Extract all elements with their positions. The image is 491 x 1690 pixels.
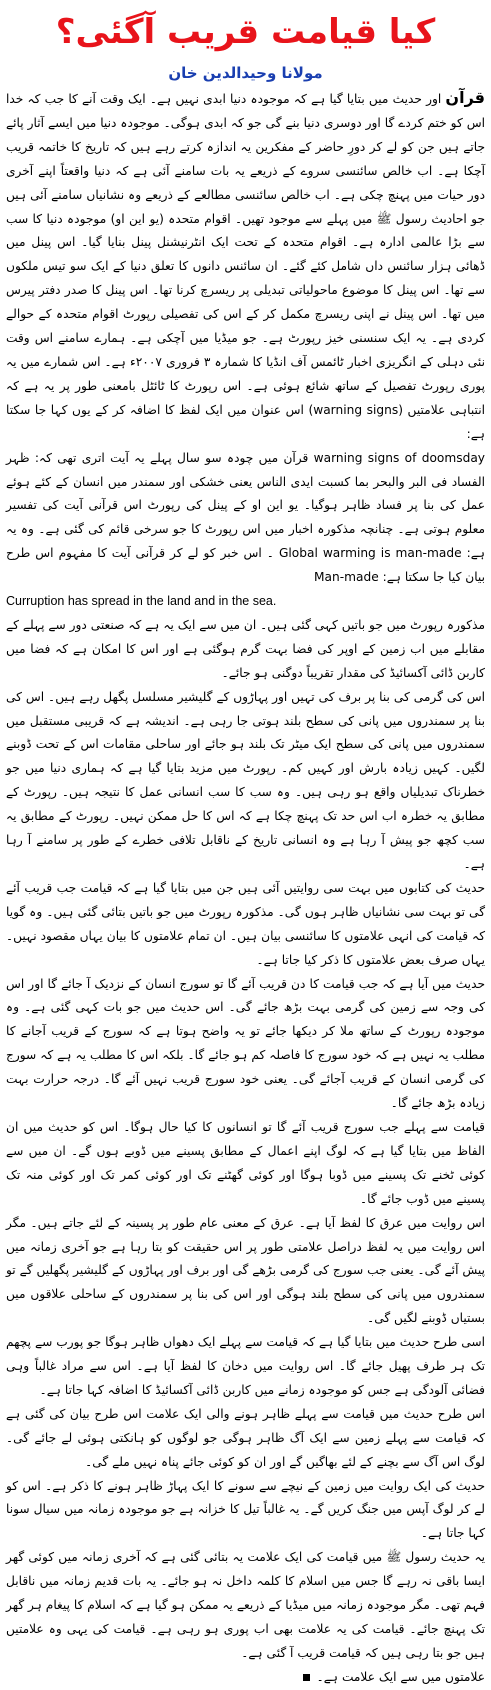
paragraph: اسی طرح حدیث میں بتایا گیا ہے کہ قیامت سے پہلے ایک دھواں ظاہر ہوگا جو پورب سے پچھم تک ہر طرف پھیل جائے گا۔ اس روایت میں دخان کا لفظ آیا ہے۔ اس سے مراد غالباً وہی فضائی آلودگی ہے جس کو موجودہ زمانے میں کاربن ڈائی آکسائیڈ کا اضافہ کہا جاتا ہے۔ [6, 1335, 485, 1397]
article-title: کیا قیامت قریب آگئی؟ [55, 12, 436, 52]
end-mark-icon [303, 1674, 310, 1681]
paragraph: مذکورہ رپورٹ میں جو باتیں کہی گئی ہیں۔ ان میں سے ایک یہ ہے کہ صنعتی دور سے پہلے کے مقابلے میں اب زمین کے اوپر کی فضا بہت گرم ہوگئی ہے اور اس کا امکان ہے کہ فضا میں کاربن ڈائی آکسائیڈ کی مقدار تقریباً دوگنی ہو جائے۔ [6, 617, 485, 680]
author-name: مولانا وحیدالدین خان [168, 64, 323, 82]
paragraph: warning signs of doomsday قرآن میں چودہ سو سال پہلے یہ آیت اتری تھی کہ: ظہر الفساد فی البر والبحر بما کسبت ایدی الناس یعنی خشکی اور سمندر میں انسان کے کئے ہوئے عمل کی بنا پر فساد ظاہر ہوگیا۔ یو این او کے پینل کی رپورٹ اس قرآنی آیت کی تفسیر معلوم ہوتی ہے۔ چنانچہ مذکورہ اخبار میں اس رپورٹ کا جو سرخی قائم کی گئی ہے۔ وہ یہ ہے: Global warming is man-made ۔ اس خبر کو لے کر قرآنی آیت کا مفہوم اس طرح بیان کیا جا سکتا ہے: Man-made [6, 450, 486, 585]
paragraph: قیامت سے پہلے جب سورج قریب آئے گا تو انسانوں کا کیا حال ہوگا۔ اس کو حدیث میں ان الفاظ میں بتایا گیا ہے کہ لوگ اپنے اعمال کے مطابق پسینے میں ڈوبے ہوں گے۔ ان میں سے کوئی ٹخنے تک پسینے میں ڈوبا ہوگا اور کوئی گھٹنے تک اور کوئی کمر تک اور کوئی منہ تک پسینے میں ڈوب جائے گا۔ [6, 1119, 485, 1206]
english-quote: Curruption has spread in the land and in the sea. [6, 594, 277, 609]
paragraph: اس کی گرمی کی بنا پر برف کی تہیں اور پہاڑوں کے گلیشیر مسلسل پگھل رہے ہیں۔ اس کی بنا پر سمندروں میں پانی کی سطح بلند ہوتی جا رہی ہے۔ اندیشہ ہے کہ قریبی مستقبل میں سمندروں میں پانی کی سطح ایک میٹر تک بلند ہو جائے اور ساحلی مقامات اس کے تحت ڈوبنے لگیں۔ کہیں زیادہ بارش اور کہیں کم۔ رپورٹ میں مزید بتایا گیا ہے کہ ہماری دنیا میں جو خطرناک تبدیلیاں واقع ہو رہی ہیں۔ وہ سب کا سب انسانی عمل کا نتیجہ ہیں۔ رپورٹ کے مطابق یہ خطرہ اب اس حد تک پہنچ چکا ہے کہ اس کا حل ممکن نہیں۔ رپورٹ کے مطابق یہ سب کچھ جو پیش آ رہا ہے وہ انسانی تاریخ کے ناقابل تلافی خطرے کے طور پر سامنے آ رہا ہے۔ [6, 689, 485, 871]
lead-word: قرآن [445, 88, 485, 107]
last-line [6, 1666, 485, 1690]
paragraph: اس روایت میں عرق کا لفظ آیا ہے۔ عرق کے معنی عام طور پر پسینہ کے لئے جاتے ہیں۔ مگر اس روایت میں یہ لفظ دراصل علامتی طور پر اس حقیقت کو بتا رہا ہے جو آخری زمانہ میں پیش آئے گی۔ یعنی جب سورج کی گرمی بڑھے گی اور برف اور پہاڑوں کے گلیشیر پگھلیں گے تو سمندروں میں پانی کی سطح بلند ہوگی اور اس کی بنا پر سمندروں کے ساحلی علاقوں میں بستیاں ڈوبنے لگیں گی۔ [6, 1215, 485, 1326]
paragraph [6, 86, 485, 447]
paragraph: یہ حدیث رسول ﷺ میں قیامت کی ایک علامت یہ بتائی گئی ہے کہ آخری زمانہ میں کوئی گھر ایسا باقی نہ رہے گا جس میں اسلام کا کلمہ داخل نہ ہو جائے۔ یہ بات قدیم زمانہ میں ناقابل فہم تھی۔ مگر موجودہ زمانہ میں میڈیا کے ذریعے یہ ممکن ہو گیا ہے کہ اسلام کا پیغام ہر گھر تک پہنچ جائے۔ قیامت کی یہ علامت بھی اب پوری ہو رہی ہے۔ قیامت کی یہی وہ علامتیں ہیں جو بتا رہی ہیں کہ قیامت قریب آ گئی ہے۔ [6, 1550, 485, 1660]
article-body [6, 86, 486, 1684]
paragraph-text: اور حدیث میں بتایا گیا ہے کہ موجودہ دنیا ابدی نہیں ہے۔ ایک وقت آنے کا جب کہ خدا اس کو ختم کردے گا اور دوسری دنیا بنے گی جو کہ ابدی ہوگی۔ موجودہ دنیا میں ایسے آثار پائے جاتے ہیں جن کو لے کر دورِ حاضر کے مفکرین یہ اندازہ کرتے رہے ہیں کہ تاریخ کا خاتمہ قریب آچکا ہے۔ اب خالص سائنسی سروے کے ذریعے یہ بات سامنے آئی ہے کہ دنیا واقعتاً اپنے آخری دور حیات میں پہنچ چکی ہے۔ اب خالص سائنسی مطالعے کے ذریعے وہ نشانیاں سامنے آئی ہیں جو احادیث رسول ﷺ میں پہلے سے موجود تھیں۔ اقوام متحدہ (یو این او) موجودہ دنیا کا سب سے بڑا عالمی ادارہ ہے۔ اقوام متحدہ کے تحت ایک انٹرنیشنل پینل بنایا گیا۔ اس پینل میں ڈھائی ہزار سائنس داں شامل کئے گئے۔ ان سائنس دانوں کا تعلق دنیا کے ایک سو تیس ملکوں سے تھا۔ اس پینل کا موضوع ماحولیاتی تبدیلی پر ریسرچ کرنا تھا۔ اس پینل کا صدر دفتر پیرس میں تھا۔ اس پینل نے اپنی ریسرچ مکمل کر کے اس کی تفصیلی رپورٹ اقوام متحدہ کے حوالے کردی ہے۔ یہ ایک سنسنی خیز رپورٹ ہے۔ جو میڈیا میں آچکی ہے۔ ہمارے سامنے اس وقت نئی دہلی کے انگریزی اخبار ٹائمس آف انڈیا کا شمارہ ۳ فروری ۲۰۰۷ء ہے۔ اس شمارے میں یہ پوری رپورٹ تفصیل کے ساتھ شائع ہوئی ہے۔ اس رپورٹ کا ٹائٹل بامعنی طور پر یہ ہے کہ انتباہی علامتیں (warning signs) اس عنوان میں ایک لفظ کا اضافہ کر کے یوں کہا جا سکتا ہے: [6, 92, 486, 441]
paragraph: حدیث کی کتابوں میں بہت سی روایتیں آئی ہیں جن میں بتایا گیا ہے کہ قیامت جب قریب آئے گی تو بہت سی نشانیاں ظاہر ہوں گی۔ مذکورہ رپورٹ میں جو باتیں بتائی گئی ہیں۔ وہ گویا کہ قیامت کی انہی علامتوں کا سائنسی بیان ہیں۔ ان تمام علامتوں کا بیان یہاں مقصود نہیں۔ یہاں صرف بعض علامتوں کا ذکر کیا جاتا ہے۔ [6, 880, 485, 967]
last-line-text: علامتوں میں سے ایک علامت ہے۔ [316, 1669, 485, 1684]
paragraph: اس طرح حدیث میں قیامت سے پہلے ظاہر ہونے والی ایک علامت اس طرح بیان کی گئی ہے کہ قیامت سے پہلے زمین سے ایک آگ ظاہر ہوگی جو لوگوں کو ہانکتی ہوئی لے جائے گی۔ لوگ اس آگ سے بچنے کے لئے بھاگیں گے اور ان کو کوئی جائے پناہ نہیں ملے گی۔ [6, 1406, 485, 1469]
paragraph: حدیث میں آیا ہے کہ جب قیامت کا دن قریب آئے گا تو سورج انسان کے نزدیک آ جائے گا اور اس کی وجہ سے زمین کی گرمی بہت بڑھ جائے گی۔ اس حدیث میں جو بات کہی گئی ہے۔ وہ موجودہ رپورٹ کے ساتھ ملا کر دیکھا جائے تو یہ واضح ہوتا ہے کہ سورج کے قریب آجانے کا مطلب یہ نہیں ہے کہ خود سورج کا فاصلہ کم ہو جائے گا۔ بلکہ اس کا مطلب یہ ہے کہ سورج کی گرمی انسان کے قریب آجائے گی۔ یعنی خود سورج قریب نہیں آئے گا۔ درجہ حرارت بہت زیادہ بڑھ جائے گا۔ [6, 976, 485, 1111]
paragraph: حدیث کی ایک روایت میں زمین کے نیچے سے سونے کا ایک پہاڑ ظاہر ہونے کا ذکر ہے۔ اس کو لے کر لوگ آپس میں جنگ کریں گے۔ یہ غالباً تیل کا خزانہ ہے جو موجودہ زمانہ میں سیال سونا کہا جاتا ہے۔ [6, 1478, 485, 1541]
